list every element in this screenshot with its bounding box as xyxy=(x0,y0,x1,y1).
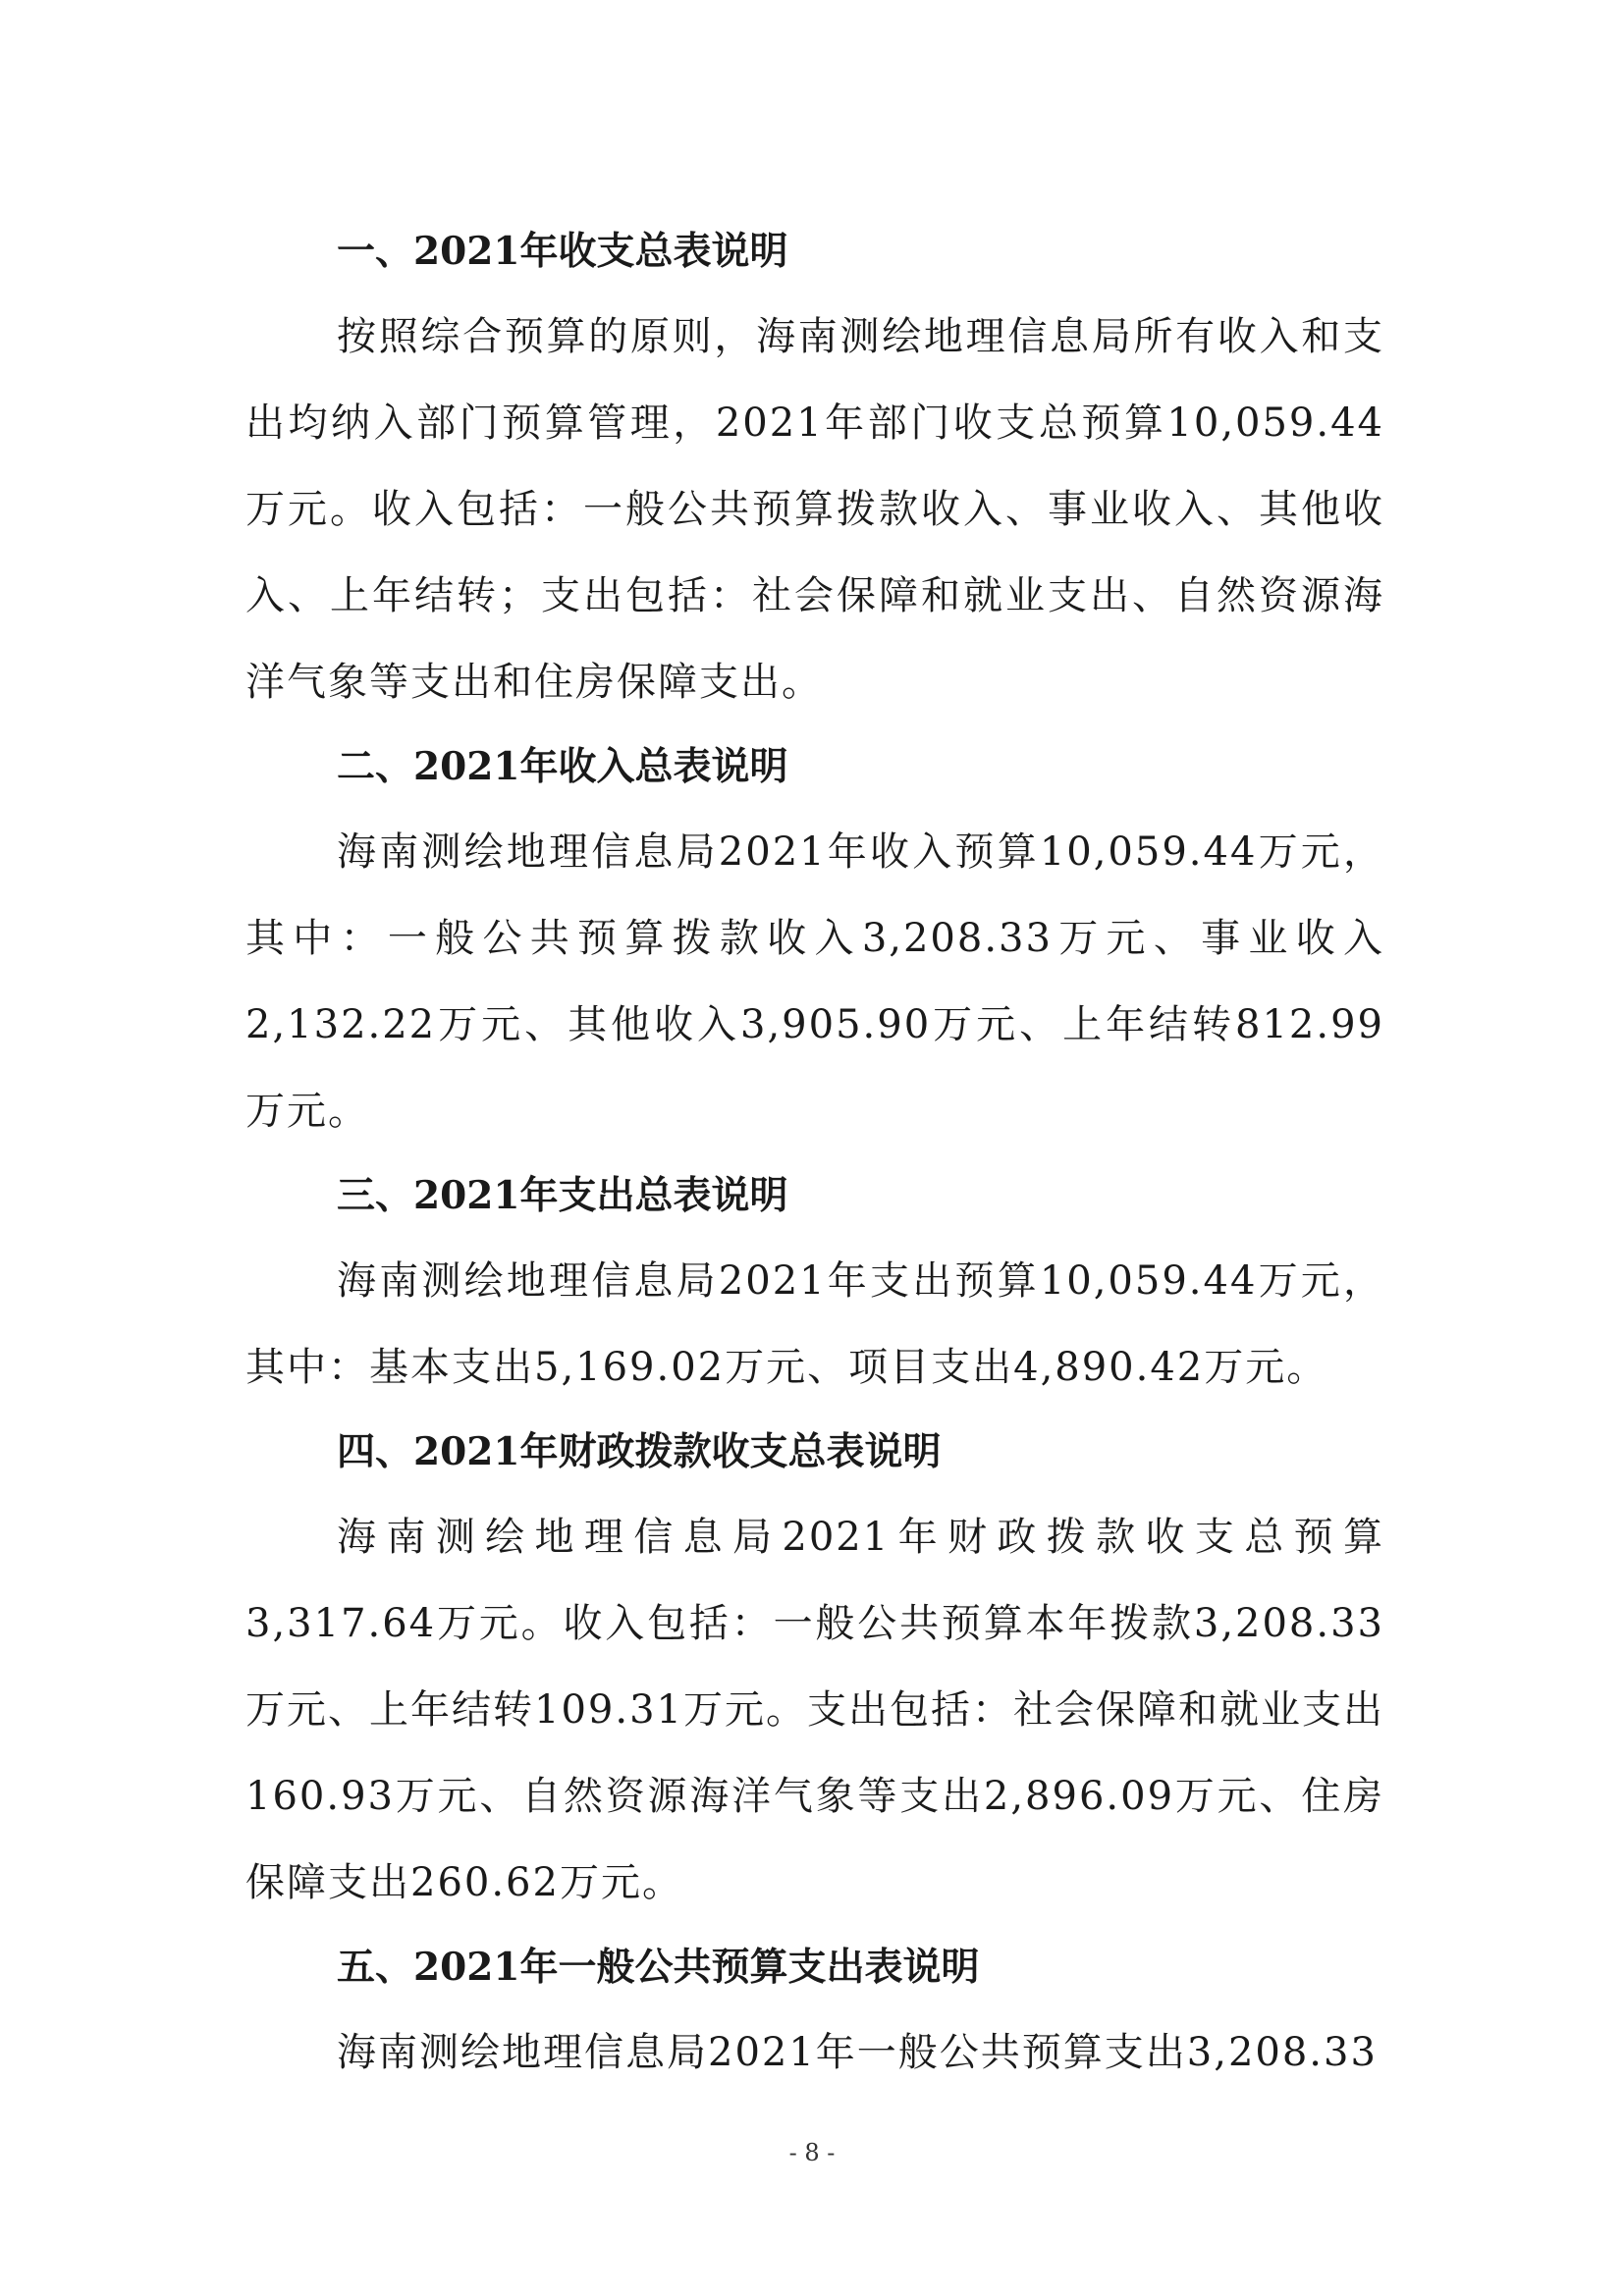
section-paragraph-1: 按照综合预算的原则，海南测绘地理信息局所有收入和支出均纳入部门预算管理，2021年部门收支总预算10,059.44万元。收入包括：一般公共预算拨款收入、事业收入、其他收入、上年结转；支出包括：社会保障和就业支出、自然资源海洋气象等支出和住房保障支出。 xyxy=(245,314,1384,705)
section-heading-5: 五、2021年一般公共预算支出表说明 xyxy=(337,1945,980,1990)
section-paragraph-3: 海南测绘地理信息局2021年支出预算10,059.44万元，其中：基本支出5,169.02万元、项目支出4,890.42万元。 xyxy=(245,1258,1384,1390)
section-heading-1: 一、2021年收支总表说明 xyxy=(337,229,788,274)
section-heading-2: 二、2021年收入总表说明 xyxy=(337,744,788,789)
document-body xyxy=(245,210,1384,2096)
section-paragraph-5: 海南测绘地理信息局2021年一般公共预算支出3,208.33 xyxy=(337,2030,1378,2075)
page-number: - 8 - xyxy=(788,2139,836,2166)
section-paragraph-2: 海南测绘地理信息局2021年收入预算10,059.44万元，其中：一般公共预算拨款收入3,208.33万元、事业收入2,132.22万元、其他收入3,905.90万元、上年结转812.99万元。 xyxy=(245,829,1384,1134)
section-heading-4: 四、2021年财政拨款收支总表说明 xyxy=(337,1429,942,1474)
section-heading-3: 三、2021年支出总表说明 xyxy=(337,1173,788,1218)
section-paragraph-4: 海南测绘地理信息局2021年财政拨款收支总预算3,317.64万元。收入包括：一般公共预算本年拨款3,208.33万元、上年结转109.31万元。支出包括：社会保障和就业支出160.93万元、自然资源海洋气象等支出2,896.09万元、住房保障支出260.62万元。 xyxy=(245,1515,1384,1905)
